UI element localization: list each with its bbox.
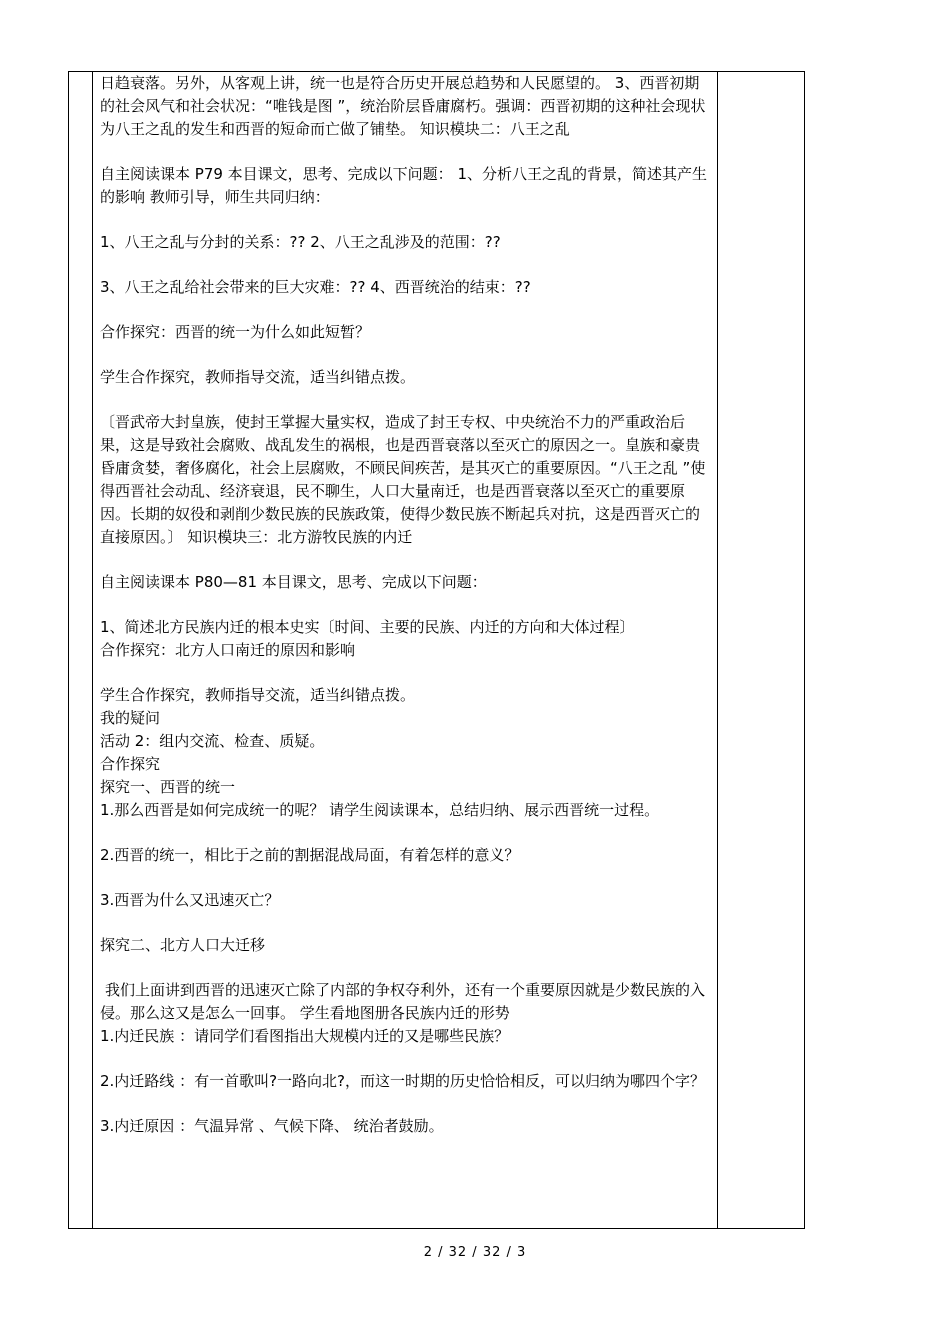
paragraph-migration-peoples: 1.内迁民族 ：请同学们看图指出大规模内迁的又是哪些民族？ — [100, 1027, 510, 1045]
paragraph-inquiry-two-heading: 探究二、北方人口大迁移 — [100, 936, 266, 954]
paragraph-student-discussion-1: 学生合作探究，教师指导交流，适当纠错点拨。 — [100, 368, 416, 386]
lesson-content-cell — [100, 72, 710, 1138]
paragraph-reading-task-p79: 自主阅读课本 P79 本目课文，思考、完成以下问题： 1、分析八王之乱的背景，简述其产生的影响 教师引导，师生共同归纳： — [100, 165, 707, 206]
paragraph-question-1-2: 1、八王之乱与分封的关系：?? 2、八王之乱涉及的范围：?? — [100, 233, 501, 251]
paragraph-activity-2: 活动 2：组内交流、检查、质疑。 — [100, 732, 325, 750]
paragraph-question-3-4: 3、八王之乱给社会带来的巨大灾难：?? 4、西晋统治的结束：?? — [100, 278, 531, 296]
table-right-column-divider — [717, 72, 718, 1228]
paragraph-my-questions: 我的疑问 — [100, 709, 161, 727]
paragraph-reading-task-p80: 自主阅读课本 P80—81 本目课文，思考、完成以下问题： — [100, 573, 487, 591]
paragraph-inquiry-question-1: 1.那么西晋是如何完成统一的呢？ 请学生阅读课本，总结归纳、展示西晋统一过程。 — [100, 801, 660, 819]
paragraph-cooperative-inquiry-heading: 合作探究 — [100, 755, 161, 773]
paragraph-xijin-social-status: 日趋衰落。另外，从客观上讲，统一也是符合历史开展总趋势和人民愿望的。 3、西晋初期的社会风气和社会状况：“唯钱是图 ”，统治阶层昏庸腐朽。强调：西晋初期的这种社会现状为八王之乱的发生和西晋的短命而亡做了铺垫。 知识模块二：八王之乱 — [100, 74, 706, 138]
lesson-table — [68, 71, 805, 1229]
paragraph-cooperative-inquiry-1: 合作探究：西晋的统一为什么如此短暂？ — [100, 323, 371, 341]
paragraph-minority-invasion: 我们上面讲到西晋的迅速灭亡除了内部的争权夺利外，还有一个重要原因就是少数民族的入侵。那么这又是怎么一回事。 学生看地图册各民族内迁的形势 — [100, 981, 706, 1022]
paragraph-inquiry-one-heading: 探究一、西晋的统一 — [100, 778, 236, 796]
paragraph-student-discussion-2: 学生合作探究，教师指导交流，适当纠错点拨。 — [100, 686, 416, 704]
page-number: 2 / 32 / 32 / 3 — [423, 1245, 527, 1260]
paragraph-inquiry-question-3: 3.西晋为什么又迅速灭亡？ — [100, 891, 280, 909]
paragraph-xijin-fall-reasons: 〔晋武帝大封皇族，使封王掌握大量实权，造成了封王专权、中央统治不力的严重政治后果，这是导致社会腐败、战乱发生的祸根，也是西晋衰落以至灭亡的原因之一。皇族和豪贵昏庸贪婪，奢侈腐化，社会上层腐败，不顾民间疾苦，是其灭亡的重要原因。“八王之乱 ”使得西晋社会动乱、经济衰退，民不聊生，人口大量南迁，也是西晋衰落以至灭亡的重要原因。长期的奴役和剥削少数民族的民族政策，使得少数民族不断起兵对抗，这是西晋灭亡的直接原因。〕 知识模块三：北方游牧民族的内迁 — [100, 413, 706, 546]
paragraph-migration-reasons: 3.内迁原因 ：气温异常 、气候下降、 统治者鼓励。 — [100, 1117, 444, 1135]
paragraph-migration-route: 2.内迁路线 ：有一首歌叫?一路向北?，而这一时期的历史恰恰相反，可以归纳为哪四个字？ — [100, 1072, 706, 1090]
paragraph-cooperative-inquiry-2: 合作探究：北方人口南迁的原因和影响 — [100, 641, 356, 659]
table-left-column-divider — [92, 72, 93, 1228]
paragraph-inquiry-question-2: 2.西晋的统一，相比于之前的割据混战局面，有着怎样的意义？ — [100, 846, 520, 864]
paragraph-migration-facts: 1、简述北方民族内迁的根本史实〔时间、主要的民族、内迁的方向和大体过程〕 — [100, 618, 635, 636]
